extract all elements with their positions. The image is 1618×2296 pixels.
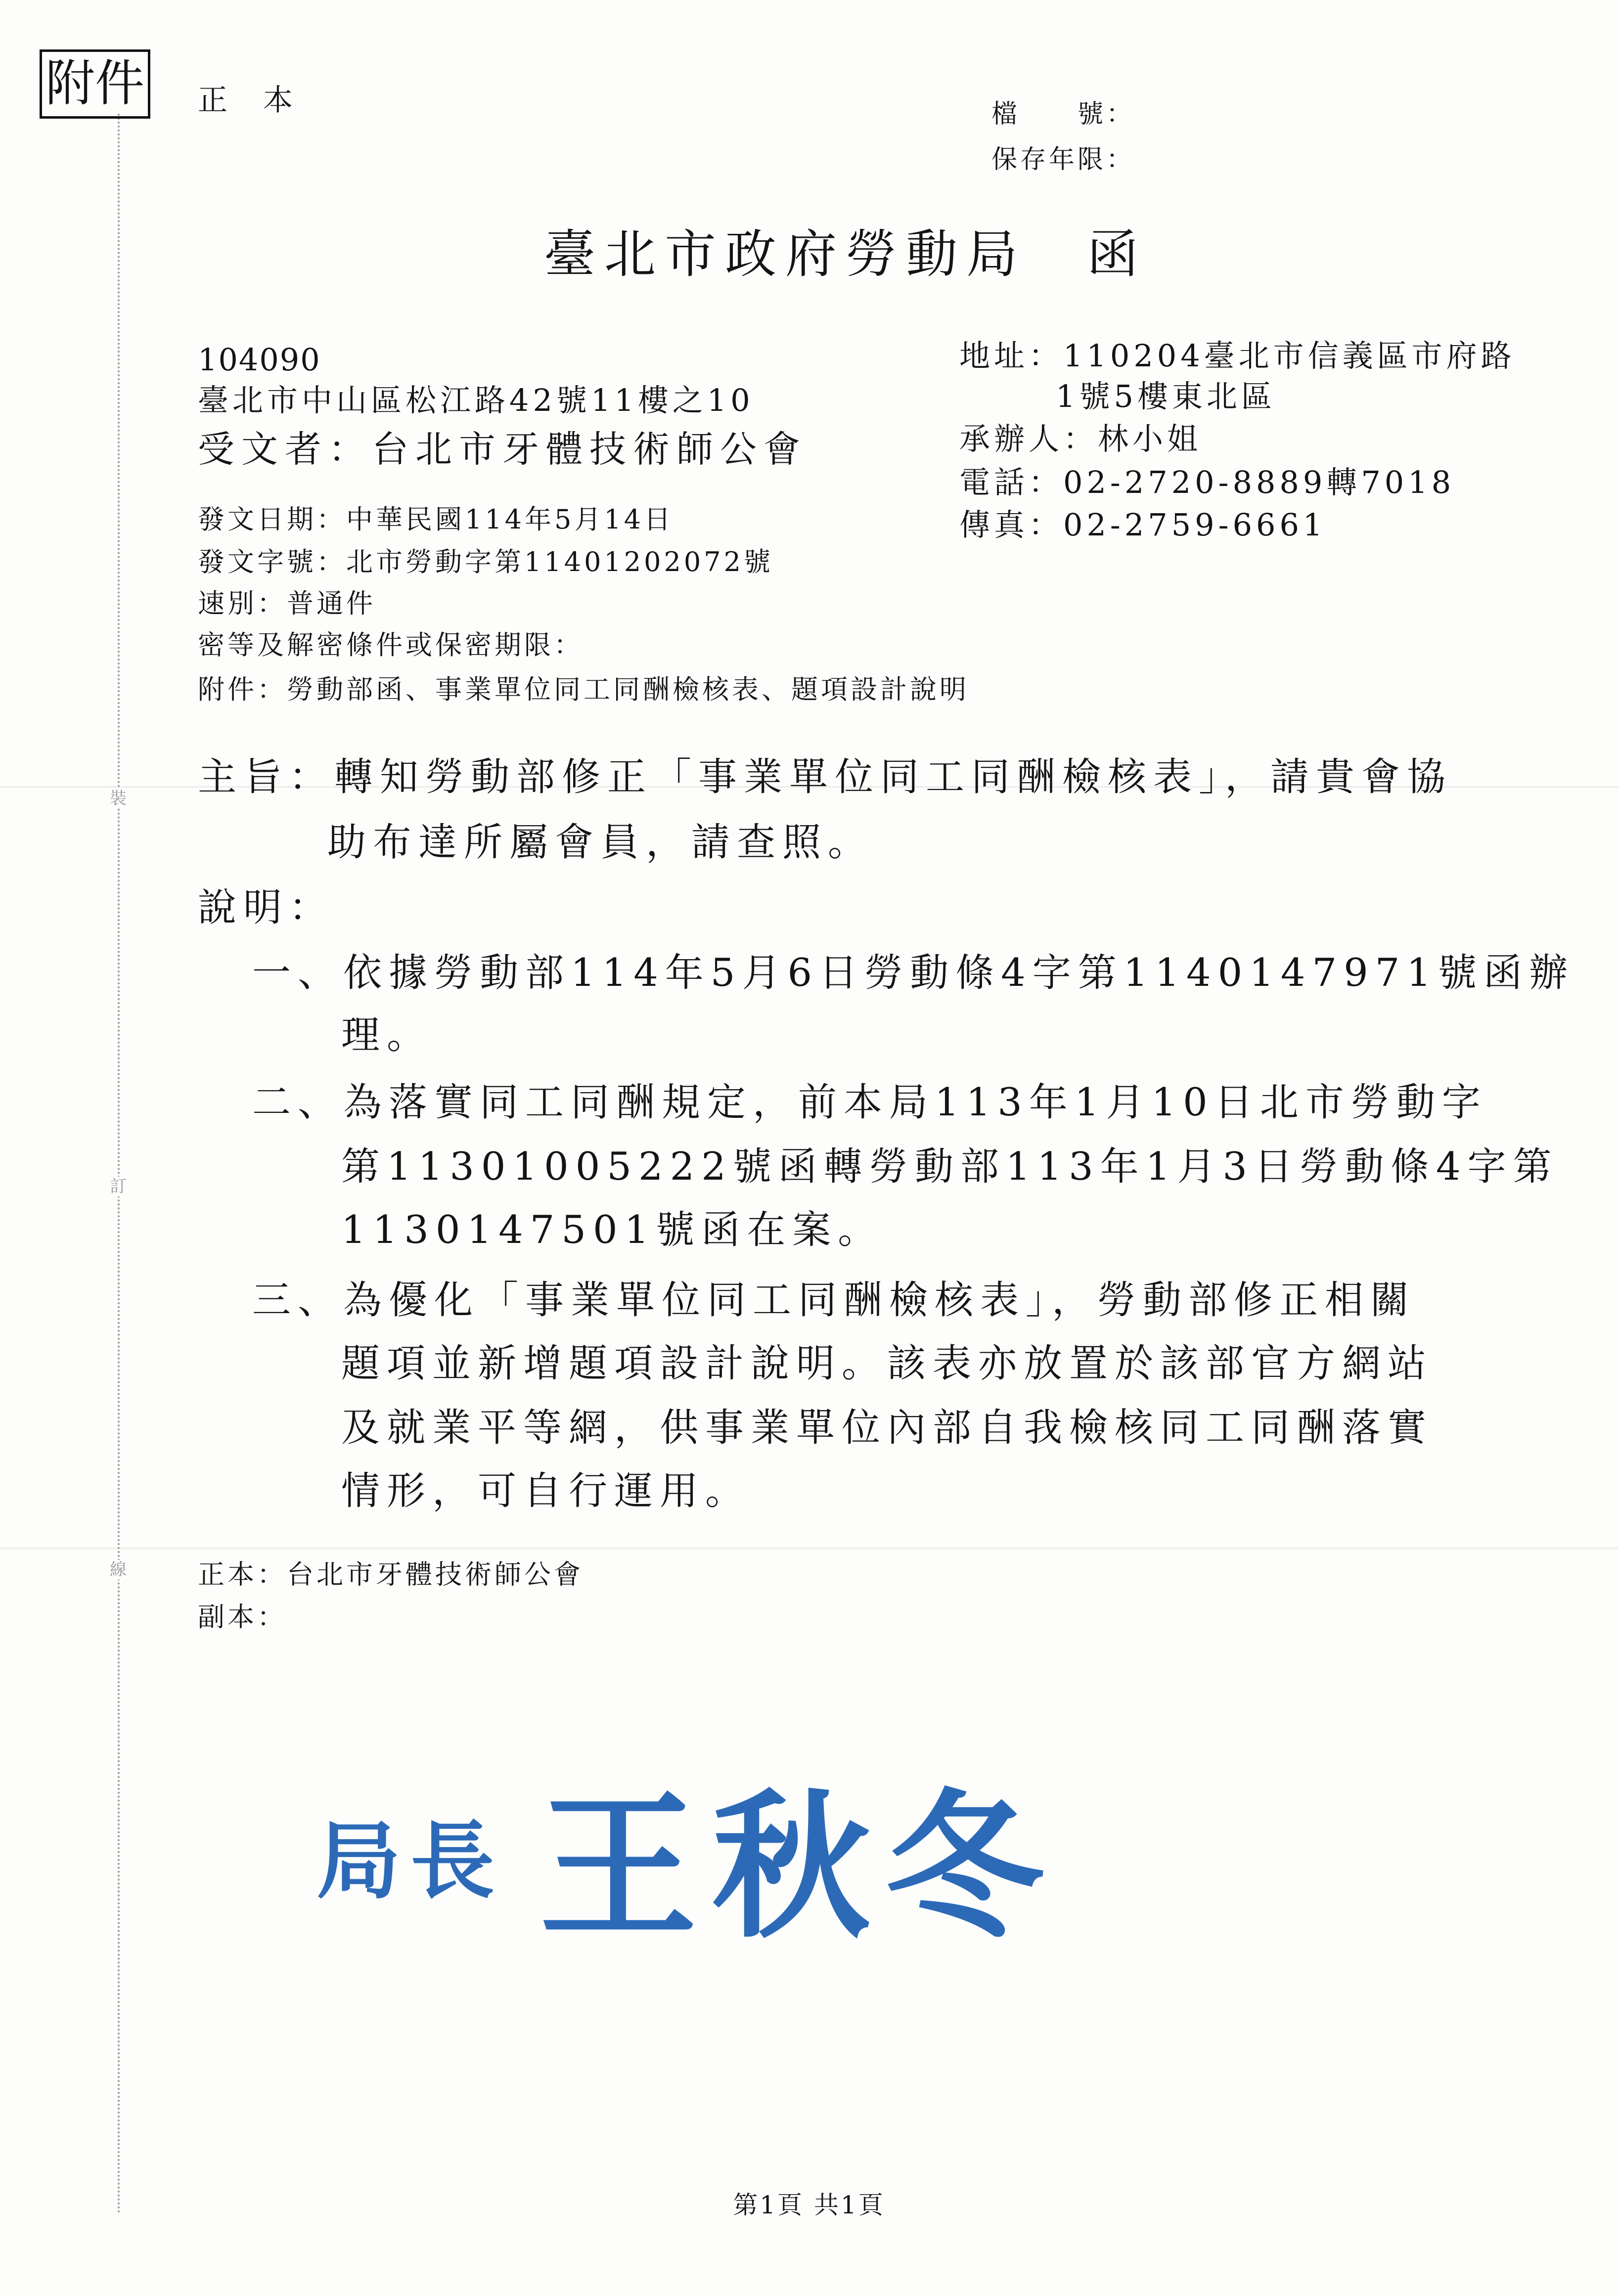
attachments: 附件：勞動部函、事業單位同工同酬檢核表、題項設計說明 [198, 674, 969, 705]
postal-code: 104090 [198, 342, 321, 378]
file-number-label: 檔 號： [991, 99, 1135, 129]
director-signature-stamp [316, 1740, 1058, 1968]
item-2-line-2: 第11301005222號函轉勞動部113年1月3日勞動條4字第 [341, 1145, 1559, 1189]
explanation-label: 說明： [198, 885, 335, 930]
item-3-line-4: 情形，可自行運用。 [341, 1469, 751, 1513]
item-3-line-3: 及就業平等網，供事業單位內部自我檢核同工同酬落實 [341, 1406, 1434, 1450]
item-3-line-2: 題項並新增題項設計說明。該表亦放置於該部官方網站 [341, 1341, 1434, 1386]
recipient: 受文者：台北市牙體技術師公會 [198, 428, 807, 471]
recipient-address: 臺北市中山區松江路42號11樓之10 [198, 382, 754, 418]
document-number: 發文字號：北市勞動字第11401202072號 [198, 546, 773, 577]
issue-date: 發文日期：中華民國114年5月14日 [198, 504, 674, 535]
document-title: 臺北市政府勞動局 函 [544, 224, 1148, 284]
subject-line-2: 助布達所屬會員，請查照。 [327, 820, 874, 865]
speed-class: 速別：普通件 [198, 588, 376, 619]
sender-fax: 傳真：02-2759-6661 [959, 507, 1327, 543]
item-3-line-1: 三、為優化「事業單位同工同酬檢核表」，勞動部修正相關 [252, 1278, 1416, 1323]
item-2-line-1: 二、為落實同工同酬規定，前本局113年1月10日北市勞動字 [252, 1080, 1487, 1125]
binding-mark-middle: 訂 [110, 1177, 127, 1196]
secrecy-level: 密等及解密條件或保密期限： [198, 629, 584, 661]
fold-line-bottom [0, 1547, 1618, 1549]
retention-label: 保存年限： [991, 145, 1135, 175]
director-name: 王秋冬 [539, 1776, 1059, 1960]
binding-line [118, 114, 120, 2215]
item-1-line-2: 理。 [341, 1013, 433, 1058]
sender-address-line1: 地址：110204臺北市信義區市府路 [959, 338, 1516, 374]
item-1-line-1: 一、依據勞動部114年5月6日勞動條4字第1140147971號函辦 [252, 951, 1575, 995]
subject-line-1: 主旨：轉知勞動部修正「事業單位同工同酬檢核表」，請貴會協 [198, 755, 1453, 799]
item-2-line-3: 1130147501號函在案。 [341, 1208, 884, 1252]
sender-handler: 承辦人：林小姐 [959, 421, 1202, 457]
page-number: 第1頁 共1頁 [733, 2191, 885, 2219]
distribution-original: 正本：台北市牙體技術師公會 [198, 1559, 584, 1590]
director-title: 局長 [316, 1812, 505, 1911]
sender-phone: 電話：02-2720-8889轉7018 [959, 464, 1455, 500]
copy-type: 正 本 [198, 83, 296, 118]
distribution-copy: 副本： [198, 1601, 287, 1633]
sender-address-line2: 1號5樓東北區 [1056, 378, 1276, 414]
binding-mark-bottom: 線 [110, 1560, 127, 1580]
binding-mark-top: 裝 [110, 789, 127, 808]
attachment-label: 附件 [40, 49, 150, 119]
